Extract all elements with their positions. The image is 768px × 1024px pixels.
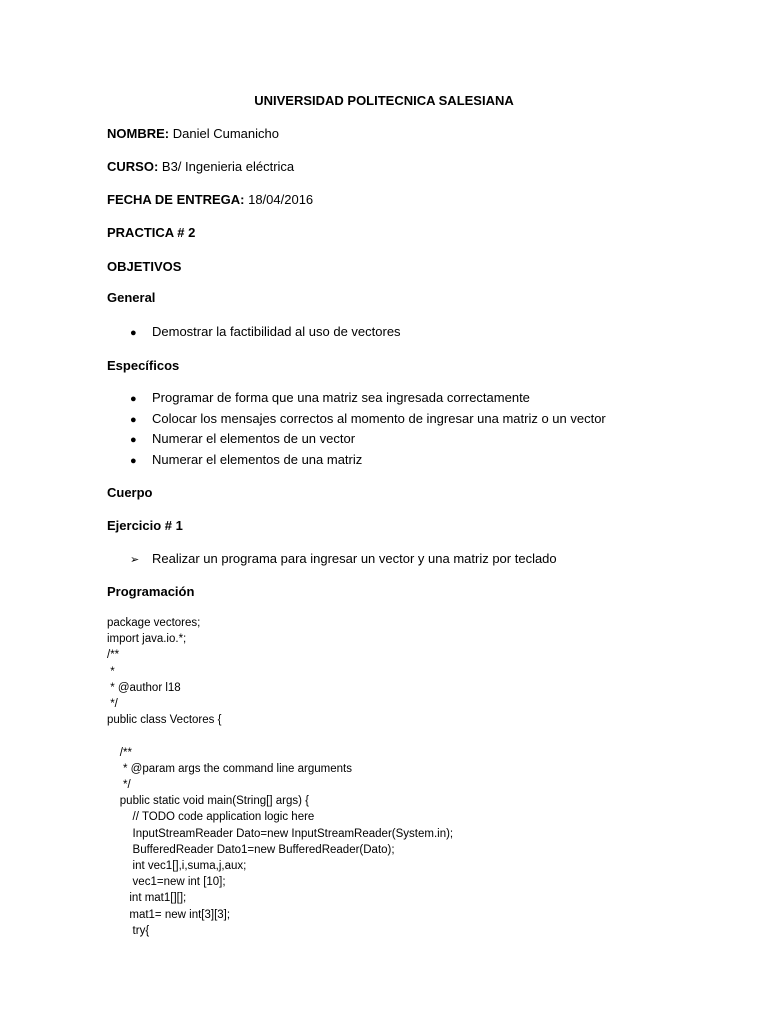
- code-line: */: [107, 779, 131, 792]
- list-item: [130, 452, 362, 467]
- list-item-text: Programar de forma que una matriz sea ingresada correctamente: [152, 390, 530, 405]
- code-line: InputStreamReader Dato=new InputStreamReader(System.in);: [107, 827, 454, 840]
- bullet-icon: ●: [130, 434, 137, 446]
- nombre-field: [107, 126, 279, 141]
- list-item: [130, 390, 530, 405]
- ejercicio-heading: Ejercicio # 1: [107, 518, 183, 533]
- curso-label: CURSO:: [107, 159, 159, 174]
- list-item: [130, 324, 401, 339]
- objetivos-heading: OBJETIVOS: [107, 259, 182, 274]
- curso-value: B3/ Ingenieria eléctrica: [161, 159, 295, 174]
- fecha-value: 18/04/2016: [248, 192, 314, 207]
- practica-heading: PRACTICA # 2: [107, 225, 196, 240]
- code-line: public class Vectores {: [107, 714, 222, 727]
- list-item-text: Numerar el elementos de una matriz: [152, 452, 363, 467]
- document-title: UNIVERSIDAD POLITECNICA SALESIANA: [254, 93, 514, 108]
- code-block: [107, 615, 453, 939]
- code-line: import java.io.*;: [107, 633, 187, 646]
- code-line: try{: [107, 924, 150, 937]
- bullet-icon: ●: [130, 327, 137, 339]
- fecha-label: FECHA DE ENTREGA:: [107, 192, 245, 207]
- code-line: int vec1[],i,suma,j,aux;: [107, 860, 247, 873]
- code-line: package vectores;: [107, 617, 201, 629]
- bullet-icon: ●: [130, 414, 137, 426]
- fecha-field: [107, 192, 313, 207]
- list-item: [130, 431, 355, 446]
- code-line: // TODO code application logic here: [107, 811, 315, 824]
- code-line: public static void main(String[] args) {: [107, 795, 309, 808]
- list-item-text: Demostrar la factibilidad al uso de vectores: [152, 324, 401, 339]
- code-line: mat1= new int[3][3];: [107, 908, 231, 921]
- bullet-icon: ●: [130, 393, 137, 405]
- especificos-heading: Específicos: [107, 358, 180, 373]
- code-line: vec1=new int [10];: [107, 876, 226, 889]
- nombre-label: NOMBRE:: [107, 126, 170, 141]
- list-item: [130, 411, 606, 426]
- nombre-value: Daniel Cumanicho: [172, 126, 279, 141]
- code-line: /**: [107, 649, 120, 662]
- code-line: /**: [107, 746, 132, 759]
- cuerpo-heading: Cuerpo: [107, 485, 153, 500]
- programacion-heading: Programación: [107, 584, 195, 599]
- curso-field: [107, 159, 294, 174]
- code-line: *: [107, 665, 115, 678]
- list-item-text: Colocar los mensajes correctos al momento de ingresar una matriz o un vector: [152, 411, 606, 426]
- list-item: [130, 551, 557, 566]
- code-line: BufferedReader Dato1=new BufferedReader(Dato);: [107, 843, 395, 856]
- code-line: * @author l18: [107, 681, 181, 694]
- code-line: int mat1[][];: [107, 892, 187, 905]
- arrow-bullet-icon: ➢: [130, 554, 140, 566]
- code-line: */: [107, 698, 118, 711]
- code-line: * @param args the command line arguments: [107, 762, 352, 775]
- bullet-icon: ●: [130, 455, 137, 467]
- list-item-text: Numerar el elementos de un vector: [152, 431, 356, 446]
- general-heading: General: [107, 290, 156, 305]
- list-item-text: Realizar un programa para ingresar un vector y una matriz por teclado: [152, 551, 557, 566]
